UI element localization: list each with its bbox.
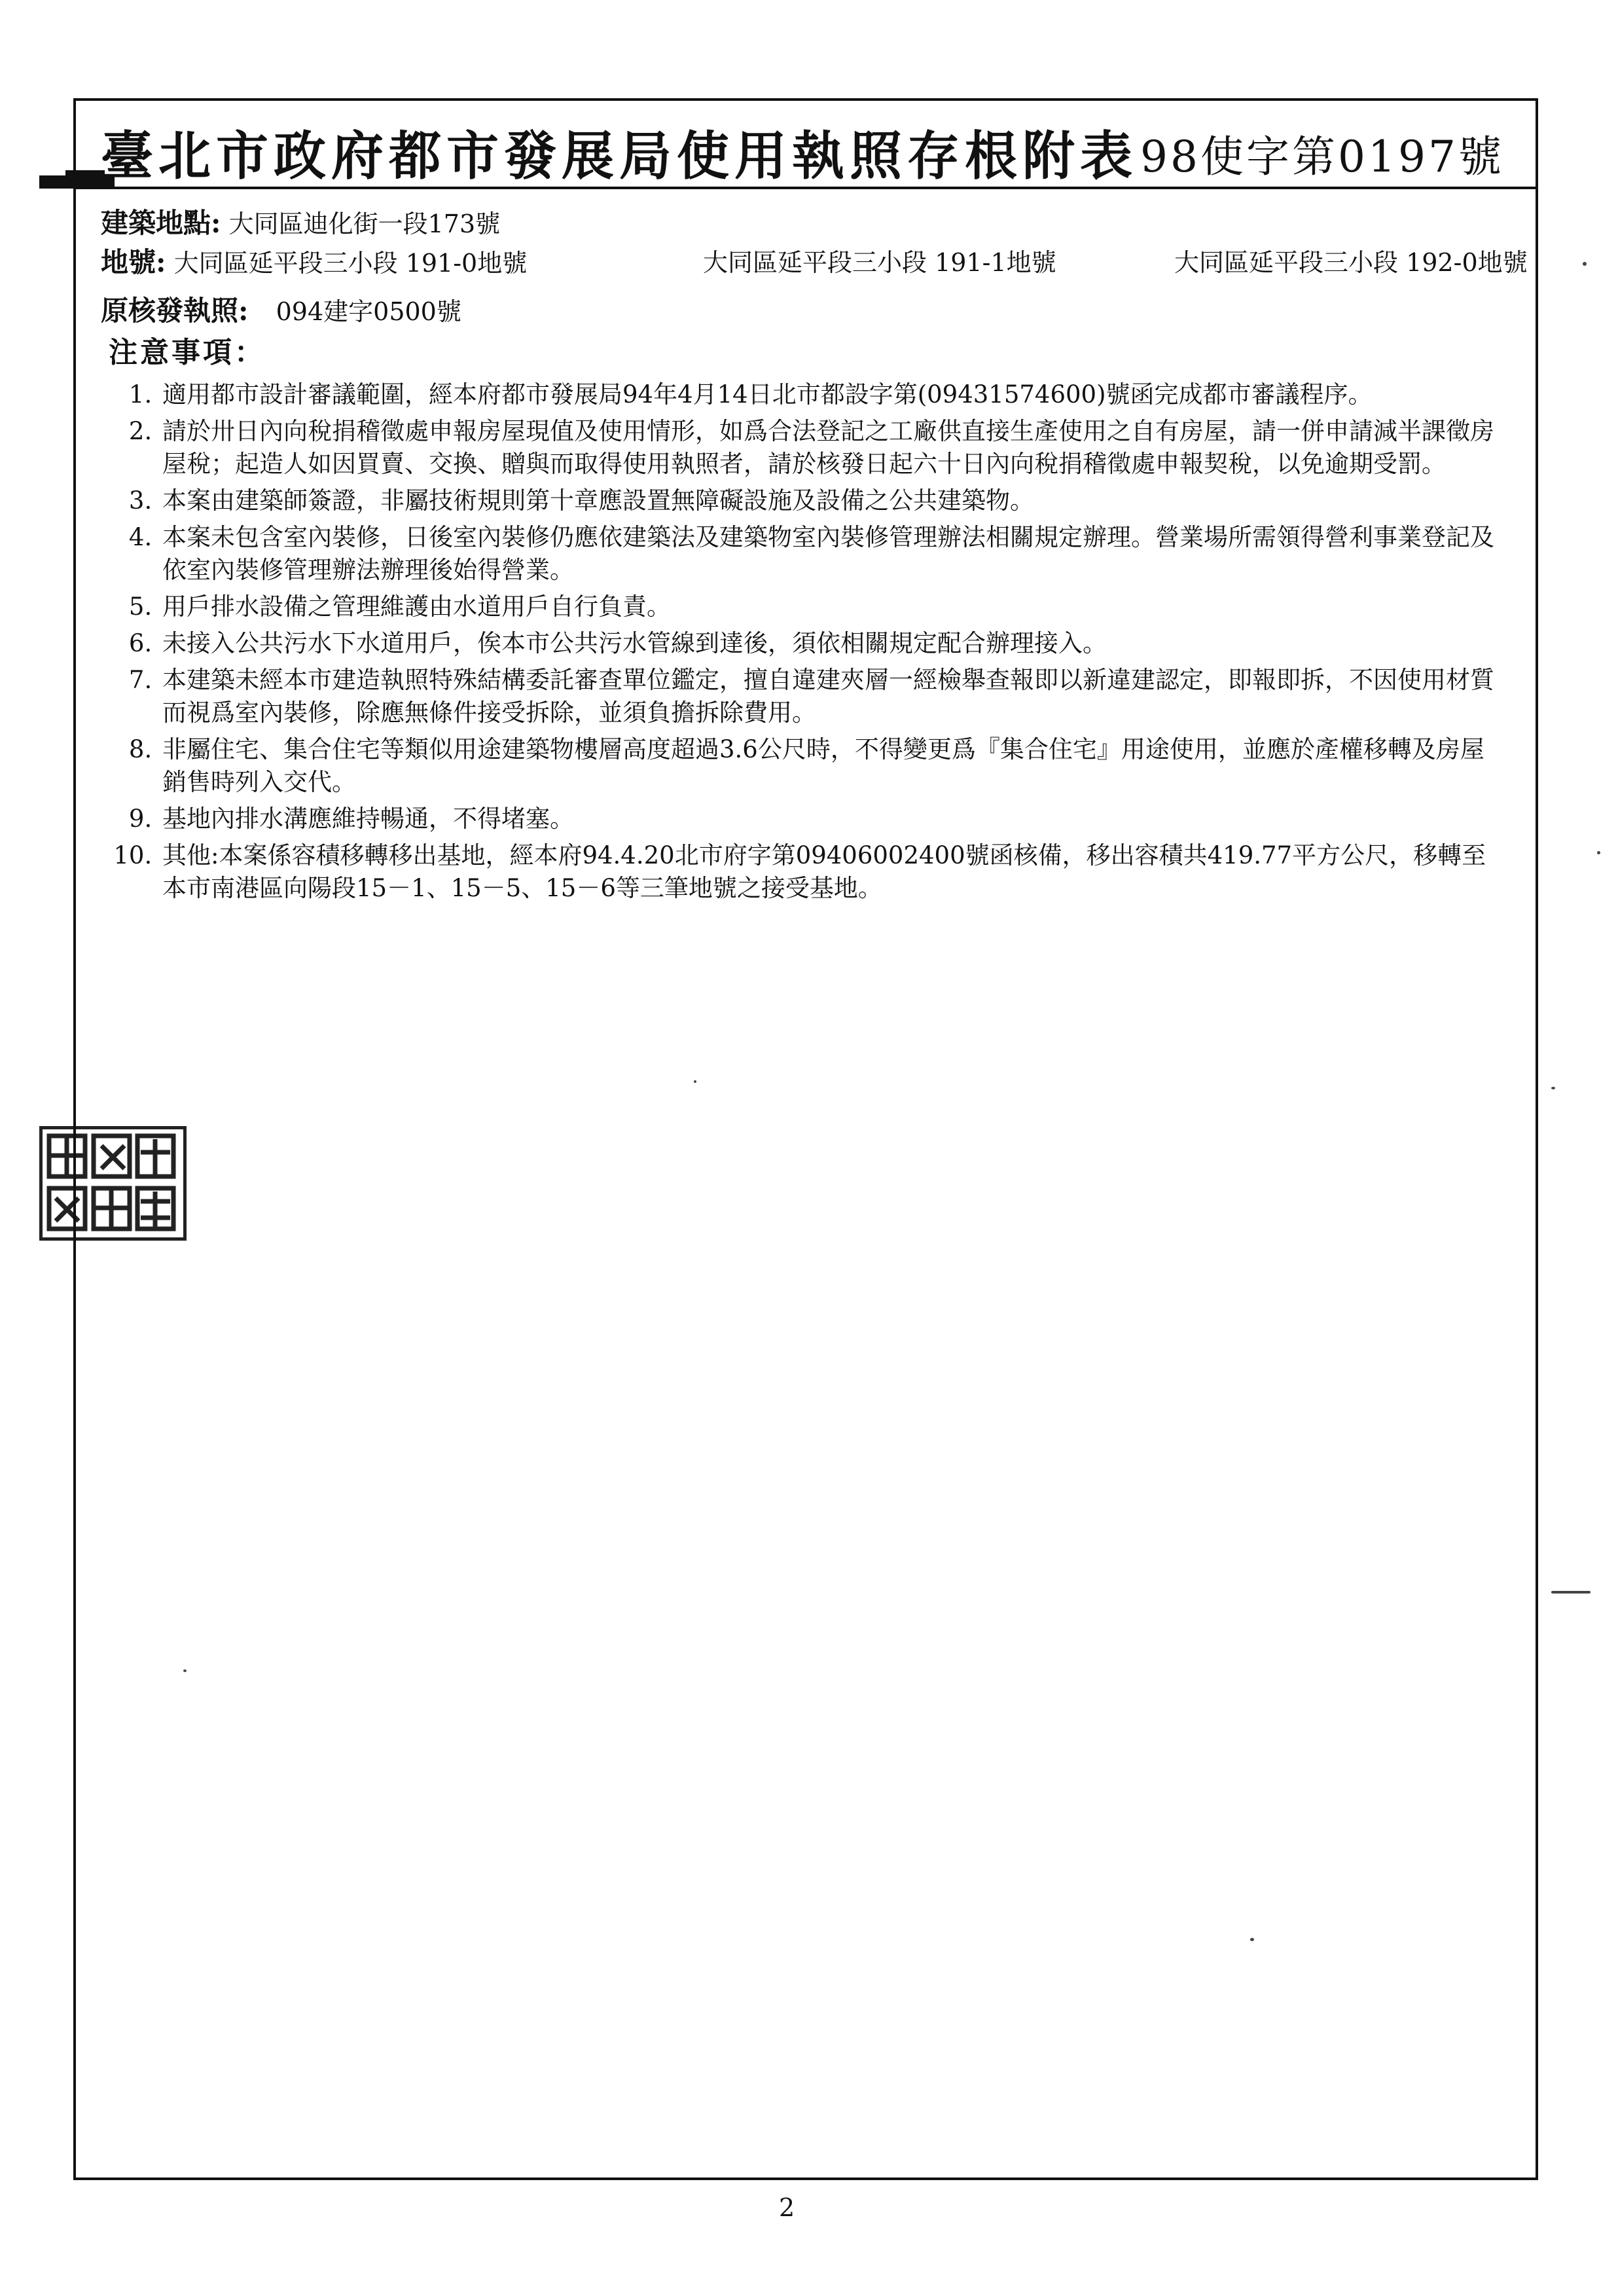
note-item: 4. 本案未包含室內裝修，日後室內裝修仍應依建築法及建築物室內裝修管理辦法相關規定辦理。營業場所需領得營利事業登記及依室內裝修管理辦法辦理後始得營業。 [160, 521, 1508, 587]
note-item: 1. 適用都市設計審議範圍，經本府都市發展局94年4月14日北市都設字第(09431574600)號函完成都市審議程序。 [160, 378, 1508, 411]
scan-speck [694, 1080, 696, 1083]
document-content [101, 206, 1528, 909]
scan-speck [1551, 1591, 1591, 1594]
note-item: 7. 本建築未經本市建造執照特殊結構委託審查單位鑑定，擅自違建夾層一經檢舉查報即以新違建認定，即報即拆，不因使用材質而視爲室內裝修，除應無條件接受拆除，並須負擔拆除費用。 [160, 664, 1508, 729]
scan-speck [1551, 1087, 1555, 1089]
scan-speck [1583, 262, 1587, 266]
permit-number: 98使字第0197號 [1140, 132, 1504, 182]
original-permit-label: 原核發執照: [101, 295, 249, 327]
scan-speck [183, 1669, 187, 1672]
building-site-line [101, 206, 1508, 245]
title-row [76, 101, 1536, 189]
notes-list [101, 378, 1508, 905]
note-item: 2. 請於卅日內向稅捐稽徵處申報房屋現值及使用情形，如爲合法登記之工廠供直接生產使用之自有房屋，請一併申請減半課徵房屋稅；起造人如因買賣、交換、贈與而取得使用執照者，請於核發日起六十日內向稅捐稽徵處申報契稅，以免逾期受罰。 [160, 415, 1508, 481]
page-number: 2 [779, 2193, 795, 2222]
original-permit-line [101, 293, 1508, 333]
note-item: 10. 其他:本案係容積移轉移出基地，經本府94.4.20北市府字第09406002400號函核備，移出容積共419.77平方公尺，移轉至本市南港區向陽段15－1、15－5、15－6等三筆地號之接受基地。 [160, 839, 1508, 905]
lot-number-2: 大同區延平段三小段 191-1地號 [703, 248, 1056, 277]
lot-number-1: 大同區延平段三小段 191-0地號 [173, 249, 528, 278]
notes-heading: 注意事項： [109, 336, 266, 369]
note-item: 3. 本案由建築師簽證，非屬技術規則第十章應設置無障礙設施及設備之公共建築物。 [160, 484, 1508, 517]
building-site-label: 建築地點: [101, 207, 221, 239]
document-frame [73, 98, 1538, 2180]
note-item: 8. 非屬住宅、集合住宅等類似用途建築物樓層高度超過3.6公尺時，不得變更爲『集合住宅』用途使用，並應於產權移轉及房屋銷售時列入交代。 [160, 733, 1508, 799]
building-site-value: 大同區迪化街一段173號 [228, 210, 501, 238]
original-permit-value: 094建字0500號 [276, 297, 461, 326]
note-item: 6. 未接入公共污水下水道用戶，俟本市公共污水管線到達後，須依相關規定配合辦理接入。 [160, 627, 1508, 660]
document-title: 臺北市政府都市發展局使用執照存根附表 [101, 125, 1138, 187]
lot-numbers-label: 地號: [101, 246, 166, 278]
scan-speck [1597, 851, 1600, 854]
note-item: 5. 用戶排水設備之管理維護由水道用戶自行負責。 [160, 591, 1508, 623]
lot-number-3: 大同區延平段三小段 192-0地號 [1174, 248, 1528, 277]
note-item: 9. 基地內排水溝應維持暢通，不得堵塞。 [160, 803, 1508, 835]
scan-speck [1250, 1938, 1254, 1941]
lot-numbers-line [101, 245, 1528, 284]
